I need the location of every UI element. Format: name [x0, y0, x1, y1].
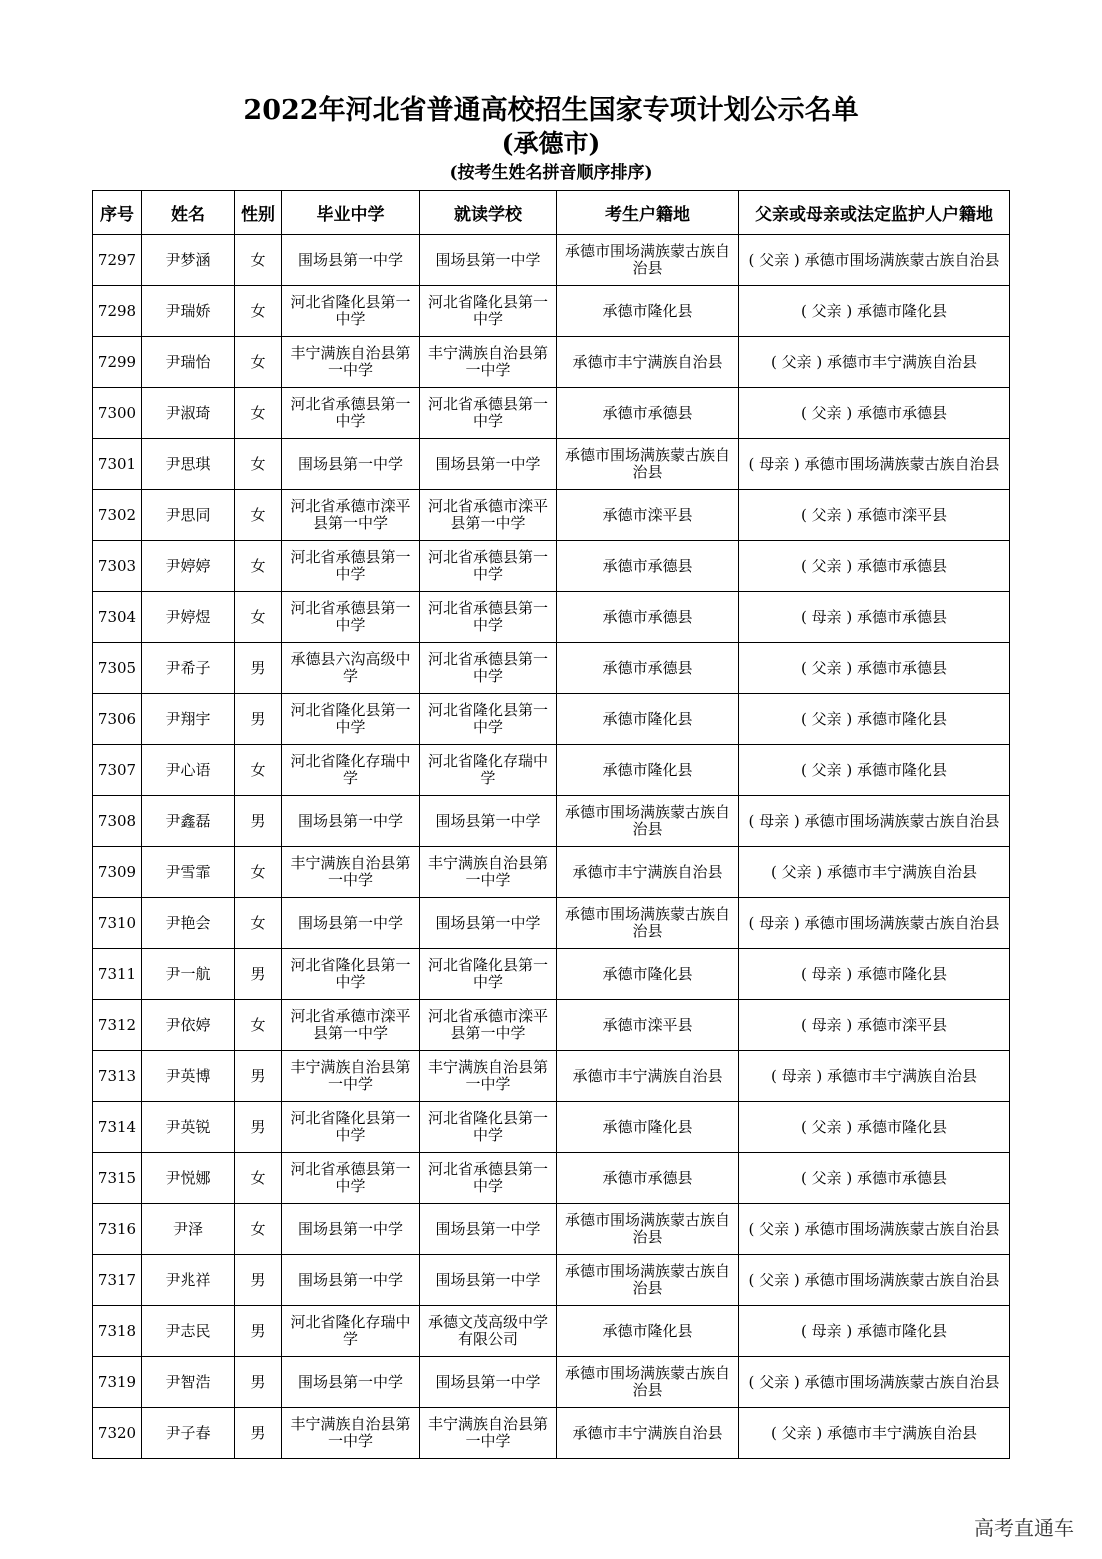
gender-cell: 女 [235, 847, 282, 898]
gender-cell: 男 [235, 1306, 282, 1357]
seq-cell: 7309 [93, 847, 142, 898]
student-residence-cell: 承德市隆化县 [557, 694, 739, 745]
guardian-residence-cell: ( 父亲 ) 承德市隆化县 [739, 694, 1010, 745]
graduated-school-cell: 丰宁满族自治县第一中学 [282, 1408, 420, 1459]
guardian-residence-cell: ( 父亲 ) 承德市承德县 [739, 643, 1010, 694]
gender-cell: 女 [235, 388, 282, 439]
table-row [93, 847, 1010, 898]
table-row [93, 286, 1010, 337]
current-school-cell: 河北省隆化县第一中学 [420, 1102, 557, 1153]
column-header-current-school: 就读学校 [420, 191, 557, 235]
current-school-cell: 承德文茂高级中学有限公司 [420, 1306, 557, 1357]
table-row [93, 1255, 1010, 1306]
seq-cell: 7319 [93, 1357, 142, 1408]
guardian-residence-cell: ( 父亲 ) 承德市围场满族蒙古族自治县 [739, 1255, 1010, 1306]
guardian-residence-cell: ( 母亲 ) 承德市丰宁满族自治县 [739, 1051, 1010, 1102]
table-header [93, 191, 1010, 235]
current-school-cell: 丰宁满族自治县第一中学 [420, 1408, 557, 1459]
name-cell: 尹思同 [142, 490, 235, 541]
graduated-school-cell: 河北省承德县第一中学 [282, 388, 420, 439]
graduated-school-cell: 承德县六沟高级中学 [282, 643, 420, 694]
seq-cell: 7311 [93, 949, 142, 1000]
seq-cell: 7306 [93, 694, 142, 745]
student-residence-cell: 承德市承德县 [557, 541, 739, 592]
graduated-school-cell: 丰宁满族自治县第一中学 [282, 1051, 420, 1102]
sort-note: (按考生姓名拼音顺序排序) [449, 163, 653, 183]
student-residence-cell: 承德市承德县 [557, 643, 739, 694]
current-school-cell: 围场县第一中学 [420, 439, 557, 490]
column-header-graduated-school: 毕业中学 [282, 191, 420, 235]
gender-cell: 女 [235, 1153, 282, 1204]
student-residence-cell: 承德市隆化县 [557, 949, 739, 1000]
graduated-school-cell: 围场县第一中学 [282, 235, 420, 286]
student-residence-cell: 承德市围场满族蒙古族自治县 [557, 796, 739, 847]
name-cell: 尹艳会 [142, 898, 235, 949]
table-row [93, 1357, 1010, 1408]
guardian-residence-cell: ( 母亲 ) 承德市滦平县 [739, 1000, 1010, 1051]
gender-cell: 男 [235, 1051, 282, 1102]
student-residence-cell: 承德市围场满族蒙古族自治县 [557, 898, 739, 949]
gender-cell: 女 [235, 745, 282, 796]
seq-cell: 7297 [93, 235, 142, 286]
table-row [93, 439, 1010, 490]
table-row [93, 337, 1010, 388]
name-cell: 尹悦娜 [142, 1153, 235, 1204]
name-cell: 尹志民 [142, 1306, 235, 1357]
current-school-cell: 河北省隆化县第一中学 [420, 286, 557, 337]
seq-cell: 7310 [93, 898, 142, 949]
current-school-cell: 围场县第一中学 [420, 1357, 557, 1408]
table-row [93, 388, 1010, 439]
guardian-residence-cell: ( 父亲 ) 承德市围场满族蒙古族自治县 [739, 1357, 1010, 1408]
guardian-residence-cell: ( 母亲 ) 承德市隆化县 [739, 1306, 1010, 1357]
gender-cell: 男 [235, 643, 282, 694]
graduated-school-cell: 河北省隆化县第一中学 [282, 286, 420, 337]
seq-cell: 7300 [93, 388, 142, 439]
current-school-cell: 围场县第一中学 [420, 898, 557, 949]
table-row [93, 1051, 1010, 1102]
gender-cell: 女 [235, 541, 282, 592]
student-residence-cell: 承德市隆化县 [557, 1306, 739, 1357]
watermark: 高考直通车 [974, 1516, 1074, 1540]
table-row [93, 643, 1010, 694]
gender-cell: 男 [235, 694, 282, 745]
column-header-student-residence: 考生户籍地 [557, 191, 739, 235]
document-title: 2022年河北省普通高校招生国家专项计划公示名单 [243, 95, 859, 126]
student-residence-cell: 承德市承德县 [557, 1153, 739, 1204]
graduated-school-cell: 围场县第一中学 [282, 1255, 420, 1306]
guardian-residence-cell: ( 父亲 ) 承德市丰宁满族自治县 [739, 337, 1010, 388]
current-school-cell: 河北省承德县第一中学 [420, 643, 557, 694]
seq-cell: 7316 [93, 1204, 142, 1255]
table-row [93, 541, 1010, 592]
name-cell: 尹心语 [142, 745, 235, 796]
name-cell: 尹瑞怡 [142, 337, 235, 388]
seq-cell: 7301 [93, 439, 142, 490]
guardian-residence-cell: ( 父亲 ) 承德市围场满族蒙古族自治县 [739, 1204, 1010, 1255]
gender-cell: 男 [235, 1357, 282, 1408]
graduated-school-cell: 丰宁满族自治县第一中学 [282, 337, 420, 388]
roster-table [92, 190, 1010, 1459]
gender-cell: 女 [235, 898, 282, 949]
table-row [93, 1153, 1010, 1204]
name-cell: 尹雪霏 [142, 847, 235, 898]
student-residence-cell: 承德市隆化县 [557, 745, 739, 796]
name-cell: 尹鑫磊 [142, 796, 235, 847]
gender-cell: 女 [235, 490, 282, 541]
graduated-school-cell: 围场县第一中学 [282, 898, 420, 949]
seq-cell: 7307 [93, 745, 142, 796]
name-cell: 尹英博 [142, 1051, 235, 1102]
table-row [93, 235, 1010, 286]
graduated-school-cell: 河北省承德市滦平县第一中学 [282, 1000, 420, 1051]
guardian-residence-cell: ( 母亲 ) 承德市承德县 [739, 592, 1010, 643]
gender-cell: 女 [235, 235, 282, 286]
table-row [93, 1102, 1010, 1153]
table-row [93, 1204, 1010, 1255]
current-school-cell: 围场县第一中学 [420, 796, 557, 847]
student-residence-cell: 承德市围场满族蒙古族自治县 [557, 1204, 739, 1255]
table-row [93, 898, 1010, 949]
table-row [93, 592, 1010, 643]
graduated-school-cell: 河北省隆化县第一中学 [282, 694, 420, 745]
seq-cell: 7320 [93, 1408, 142, 1459]
guardian-residence-cell: ( 父亲 ) 承德市丰宁满族自治县 [739, 847, 1010, 898]
graduated-school-cell: 河北省承德市滦平县第一中学 [282, 490, 420, 541]
gender-cell: 女 [235, 439, 282, 490]
seq-cell: 7312 [93, 1000, 142, 1051]
gender-cell: 女 [235, 1204, 282, 1255]
current-school-cell: 围场县第一中学 [420, 235, 557, 286]
document-subtitle: (承德市) [501, 129, 601, 158]
seq-cell: 7298 [93, 286, 142, 337]
student-residence-cell: 承德市丰宁满族自治县 [557, 847, 739, 898]
current-school-cell: 河北省隆化县第一中学 [420, 949, 557, 1000]
student-residence-cell: 承德市滦平县 [557, 1000, 739, 1051]
guardian-residence-cell: ( 父亲 ) 承德市隆化县 [739, 745, 1010, 796]
current-school-cell: 河北省隆化县第一中学 [420, 694, 557, 745]
graduated-school-cell: 河北省隆化县第一中学 [282, 949, 420, 1000]
name-cell: 尹翔宇 [142, 694, 235, 745]
name-cell: 尹梦涵 [142, 235, 235, 286]
table-row [93, 694, 1010, 745]
table-row [93, 796, 1010, 847]
guardian-residence-cell: ( 父亲 ) 承德市围场满族蒙古族自治县 [739, 235, 1010, 286]
name-cell: 尹依婷 [142, 1000, 235, 1051]
guardian-residence-cell: ( 父亲 ) 承德市承德县 [739, 541, 1010, 592]
guardian-residence-cell: ( 母亲 ) 承德市围场满族蒙古族自治县 [739, 796, 1010, 847]
graduated-school-cell: 河北省隆化县第一中学 [282, 1102, 420, 1153]
table-row [93, 1306, 1010, 1357]
student-residence-cell: 承德市丰宁满族自治县 [557, 337, 739, 388]
name-cell: 尹兆祥 [142, 1255, 235, 1306]
guardian-residence-cell: ( 父亲 ) 承德市承德县 [739, 388, 1010, 439]
name-cell: 尹婷煜 [142, 592, 235, 643]
graduated-school-cell: 围场县第一中学 [282, 439, 420, 490]
current-school-cell: 丰宁满族自治县第一中学 [420, 1051, 557, 1102]
seq-cell: 7314 [93, 1102, 142, 1153]
current-school-cell: 河北省隆化存瑞中学 [420, 745, 557, 796]
seq-cell: 7313 [93, 1051, 142, 1102]
header-row [93, 191, 1010, 235]
graduated-school-cell: 丰宁满族自治县第一中学 [282, 847, 420, 898]
table-row [93, 1000, 1010, 1051]
gender-cell: 男 [235, 1255, 282, 1306]
seq-cell: 7305 [93, 643, 142, 694]
column-header-gender: 性别 [235, 191, 282, 235]
seq-cell: 7302 [93, 490, 142, 541]
name-cell: 尹子春 [142, 1408, 235, 1459]
current-school-cell: 河北省承德县第一中学 [420, 1153, 557, 1204]
student-residence-cell: 承德市承德县 [557, 592, 739, 643]
name-cell: 尹智浩 [142, 1357, 235, 1408]
seq-cell: 7308 [93, 796, 142, 847]
name-cell: 尹婷婷 [142, 541, 235, 592]
guardian-residence-cell: ( 父亲 ) 承德市隆化县 [739, 1102, 1010, 1153]
student-residence-cell: 承德市隆化县 [557, 286, 739, 337]
current-school-cell: 丰宁满族自治县第一中学 [420, 337, 557, 388]
name-cell: 尹淑琦 [142, 388, 235, 439]
graduated-school-cell: 河北省承德县第一中学 [282, 592, 420, 643]
seq-cell: 7315 [93, 1153, 142, 1204]
column-header-name: 姓名 [142, 191, 235, 235]
table-row [93, 949, 1010, 1000]
graduated-school-cell: 围场县第一中学 [282, 1357, 420, 1408]
guardian-residence-cell: ( 父亲 ) 承德市隆化县 [739, 286, 1010, 337]
guardian-residence-cell: ( 父亲 ) 承德市滦平县 [739, 490, 1010, 541]
student-residence-cell: 承德市承德县 [557, 388, 739, 439]
table-row [93, 1408, 1010, 1459]
current-school-cell: 围场县第一中学 [420, 1204, 557, 1255]
graduated-school-cell: 围场县第一中学 [282, 1204, 420, 1255]
graduated-school-cell: 河北省隆化存瑞中学 [282, 745, 420, 796]
guardian-residence-cell: ( 母亲 ) 承德市隆化县 [739, 949, 1010, 1000]
seq-cell: 7317 [93, 1255, 142, 1306]
student-residence-cell: 承德市滦平县 [557, 490, 739, 541]
guardian-residence-cell: ( 父亲 ) 承德市丰宁满族自治县 [739, 1408, 1010, 1459]
name-cell: 尹泽 [142, 1204, 235, 1255]
student-residence-cell: 承德市围场满族蒙古族自治县 [557, 439, 739, 490]
current-school-cell: 丰宁满族自治县第一中学 [420, 847, 557, 898]
name-cell: 尹希子 [142, 643, 235, 694]
table-row [93, 745, 1010, 796]
current-school-cell: 河北省承德县第一中学 [420, 592, 557, 643]
gender-cell: 男 [235, 949, 282, 1000]
gender-cell: 女 [235, 337, 282, 388]
guardian-residence-cell: ( 母亲 ) 承德市围场满族蒙古族自治县 [739, 439, 1010, 490]
student-residence-cell: 承德市隆化县 [557, 1102, 739, 1153]
gender-cell: 女 [235, 1000, 282, 1051]
seq-cell: 7299 [93, 337, 142, 388]
student-residence-cell: 承德市丰宁满族自治县 [557, 1051, 739, 1102]
table-body [93, 235, 1010, 1459]
current-school-cell: 河北省承德市滦平县第一中学 [420, 1000, 557, 1051]
current-school-cell: 河北省承德县第一中学 [420, 388, 557, 439]
current-school-cell: 河北省承德县第一中学 [420, 541, 557, 592]
seq-cell: 7304 [93, 592, 142, 643]
table-row [93, 490, 1010, 541]
current-school-cell: 河北省承德市滦平县第一中学 [420, 490, 557, 541]
gender-cell: 男 [235, 796, 282, 847]
gender-cell: 女 [235, 286, 282, 337]
graduated-school-cell: 河北省隆化存瑞中学 [282, 1306, 420, 1357]
guardian-residence-cell: ( 母亲 ) 承德市围场满族蒙古族自治县 [739, 898, 1010, 949]
student-residence-cell: 承德市围场满族蒙古族自治县 [557, 235, 739, 286]
seq-cell: 7303 [93, 541, 142, 592]
gender-cell: 女 [235, 592, 282, 643]
name-cell: 尹英锐 [142, 1102, 235, 1153]
column-header-guardian-residence: 父亲或母亲或法定监护人户籍地 [739, 191, 1010, 235]
gender-cell: 男 [235, 1408, 282, 1459]
student-residence-cell: 承德市围场满族蒙古族自治县 [557, 1357, 739, 1408]
current-school-cell: 围场县第一中学 [420, 1255, 557, 1306]
graduated-school-cell: 河北省承德县第一中学 [282, 541, 420, 592]
name-cell: 尹思琪 [142, 439, 235, 490]
seq-cell: 7318 [93, 1306, 142, 1357]
student-residence-cell: 承德市围场满族蒙古族自治县 [557, 1255, 739, 1306]
graduated-school-cell: 河北省承德县第一中学 [282, 1153, 420, 1204]
student-residence-cell: 承德市丰宁满族自治县 [557, 1408, 739, 1459]
name-cell: 尹一航 [142, 949, 235, 1000]
name-cell: 尹瑞娇 [142, 286, 235, 337]
column-header-seq: 序号 [93, 191, 142, 235]
gender-cell: 男 [235, 1102, 282, 1153]
graduated-school-cell: 围场县第一中学 [282, 796, 420, 847]
guardian-residence-cell: ( 父亲 ) 承德市承德县 [739, 1153, 1010, 1204]
